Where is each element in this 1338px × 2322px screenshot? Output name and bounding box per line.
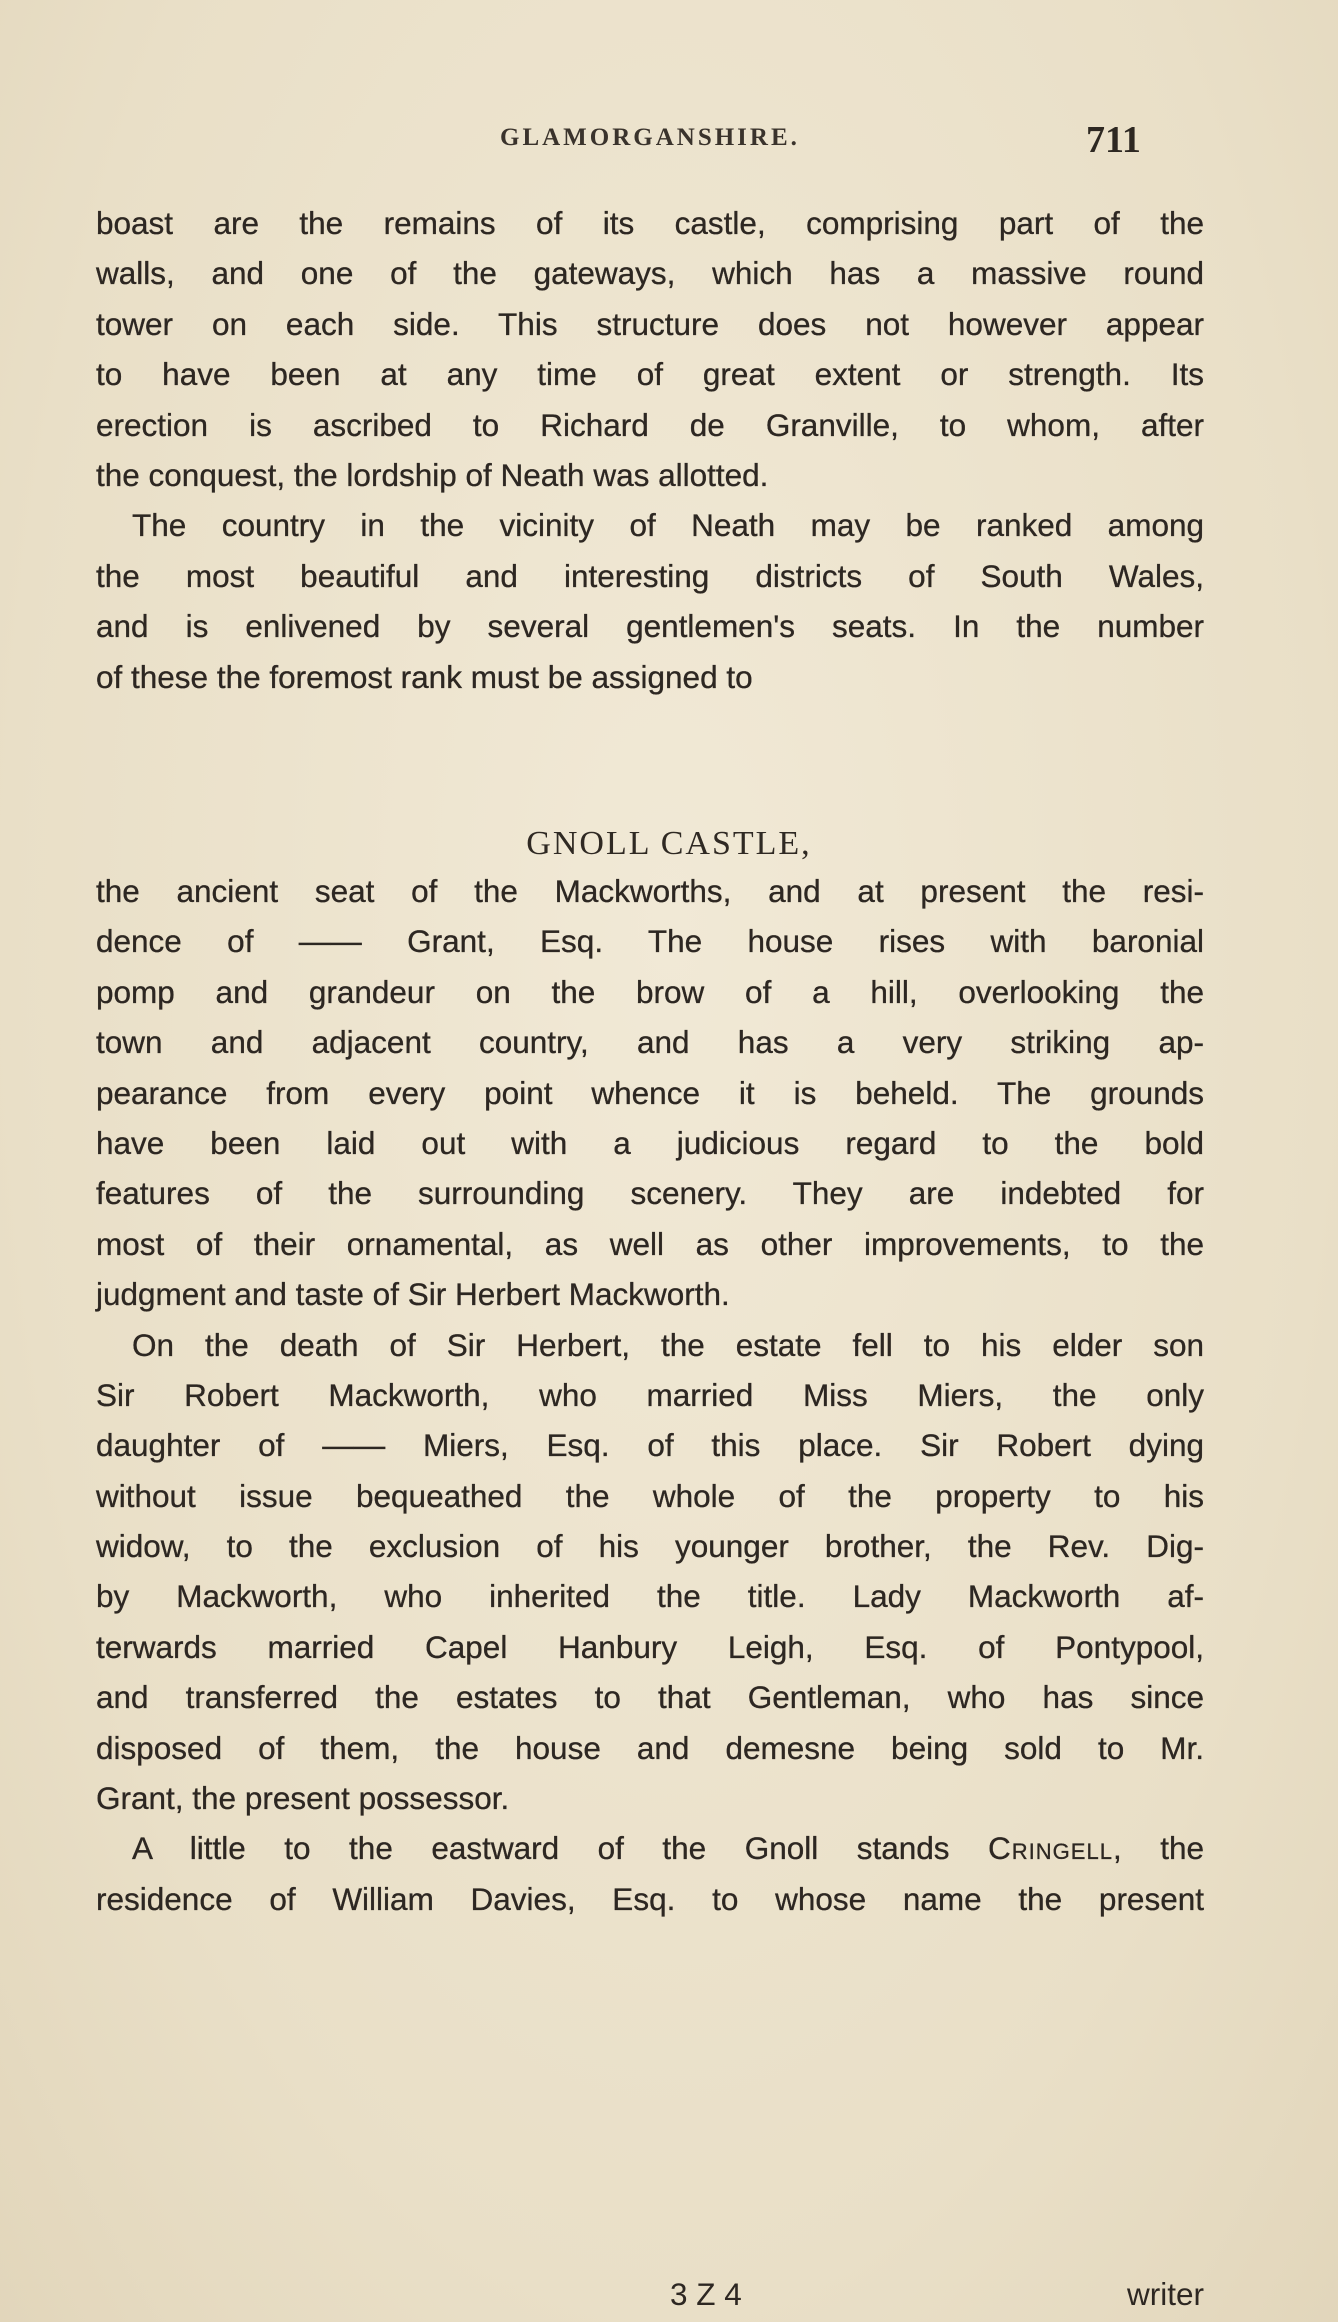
text-line: features of the surrounding scenery. They are indebted for — [96, 1175, 1204, 1212]
page-footer — [96, 2276, 1204, 2320]
paragraph-5 — [96, 1823, 1204, 1924]
catchword: writer — [1127, 2276, 1204, 2312]
text-run: , the — [1112, 1830, 1204, 1867]
text-line: On the death of Sir Herbert, the estate fell to his elder son — [132, 1326, 1204, 1363]
text-line: dence of —— Grant, Esq. The house rises with baronial — [96, 923, 1204, 960]
text-line: pomp and grandeur on the brow of a hill, overlooking the — [96, 973, 1204, 1010]
text-line: pearance from every point whence it is beheld. The grounds — [96, 1074, 1204, 1111]
text-line: the ancient seat of the Mackworths, and at present the resi- — [96, 873, 1204, 909]
text-block-lower — [96, 866, 1204, 1924]
text-line: to have been at any time of great extent or strength. Its — [96, 356, 1204, 393]
text-block-upper — [96, 198, 1204, 702]
text-line: have been laid out with a judicious regard to the bold — [96, 1124, 1204, 1161]
text-line: of these the foremost rank must be assigned to — [96, 658, 753, 695]
paragraph-3 — [96, 866, 1204, 1320]
text-line: residence of William Davies, Esq. to whose name the present — [96, 1880, 1204, 1917]
text-line: terwards married Capel Hanbury Leigh, Esq. of Pontypool, — [96, 1628, 1204, 1665]
text-line: without issue bequeathed the whole of the property to his — [96, 1477, 1204, 1514]
running-head — [0, 118, 1338, 161]
paragraph-4 — [96, 1320, 1204, 1824]
paragraph-1 — [96, 198, 1204, 500]
place-name: Cringell — [988, 1830, 1113, 1867]
text-line: judgment and taste of Sir Herbert Mackworth. — [96, 1276, 730, 1313]
text-line: and is enlivened by several gentlemen's seats. In the number — [96, 608, 1204, 645]
text-line: Sir Robert Mackworth, who married Miss Miers, the only — [96, 1376, 1204, 1413]
text-line: disposed of them, the house and demesne being sold to Mr. — [96, 1729, 1204, 1766]
paragraph-2 — [96, 500, 1204, 702]
text-line: town and adjacent country, and has a very striking ap- — [96, 1024, 1204, 1061]
text-line: daughter of —— Miers, Esq. of this place. Sir Robert dying — [96, 1427, 1204, 1464]
text-line — [96, 1823, 1204, 1873]
text-line: tower on each side. This structure does not however appear — [96, 305, 1204, 342]
text-line: the conquest, the lordship of Neath was allotted. — [96, 456, 769, 493]
text-line: the most beautiful and interesting districts of South Wales, — [96, 557, 1204, 594]
text-line: The country in the vicinity of Neath may be ranked among — [132, 507, 1204, 544]
signature-mark: 3 Z 4 — [670, 2276, 742, 2312]
text-line: and transferred the estates to that Gentleman, who has since — [96, 1679, 1204, 1716]
text-line: boast are the remains of its castle, comprising part of the — [96, 205, 1204, 241]
text-line: most of their ornamental, as well as other improvements, to the — [96, 1225, 1204, 1262]
running-title: GLAMORGANSHIRE. — [500, 124, 800, 151]
page-number: 711 — [1086, 119, 1141, 161]
text-line: widow, to the exclusion of his younger brother, the Rev. Dig- — [96, 1528, 1204, 1565]
text-line: Grant, the present possessor. — [96, 1780, 510, 1817]
text-run: A little to the eastward of the Gnoll stands — [132, 1830, 989, 1867]
text-line: by Mackworth, who inherited the title. Lady Mackworth af- — [96, 1578, 1204, 1615]
text-line: erection is ascribed to Richard de Granville, to whom, after — [96, 406, 1204, 443]
section-heading: GNOLL CASTLE, — [526, 825, 812, 862]
text-line: walls, and one of the gateways, which has a massive round — [96, 255, 1204, 292]
